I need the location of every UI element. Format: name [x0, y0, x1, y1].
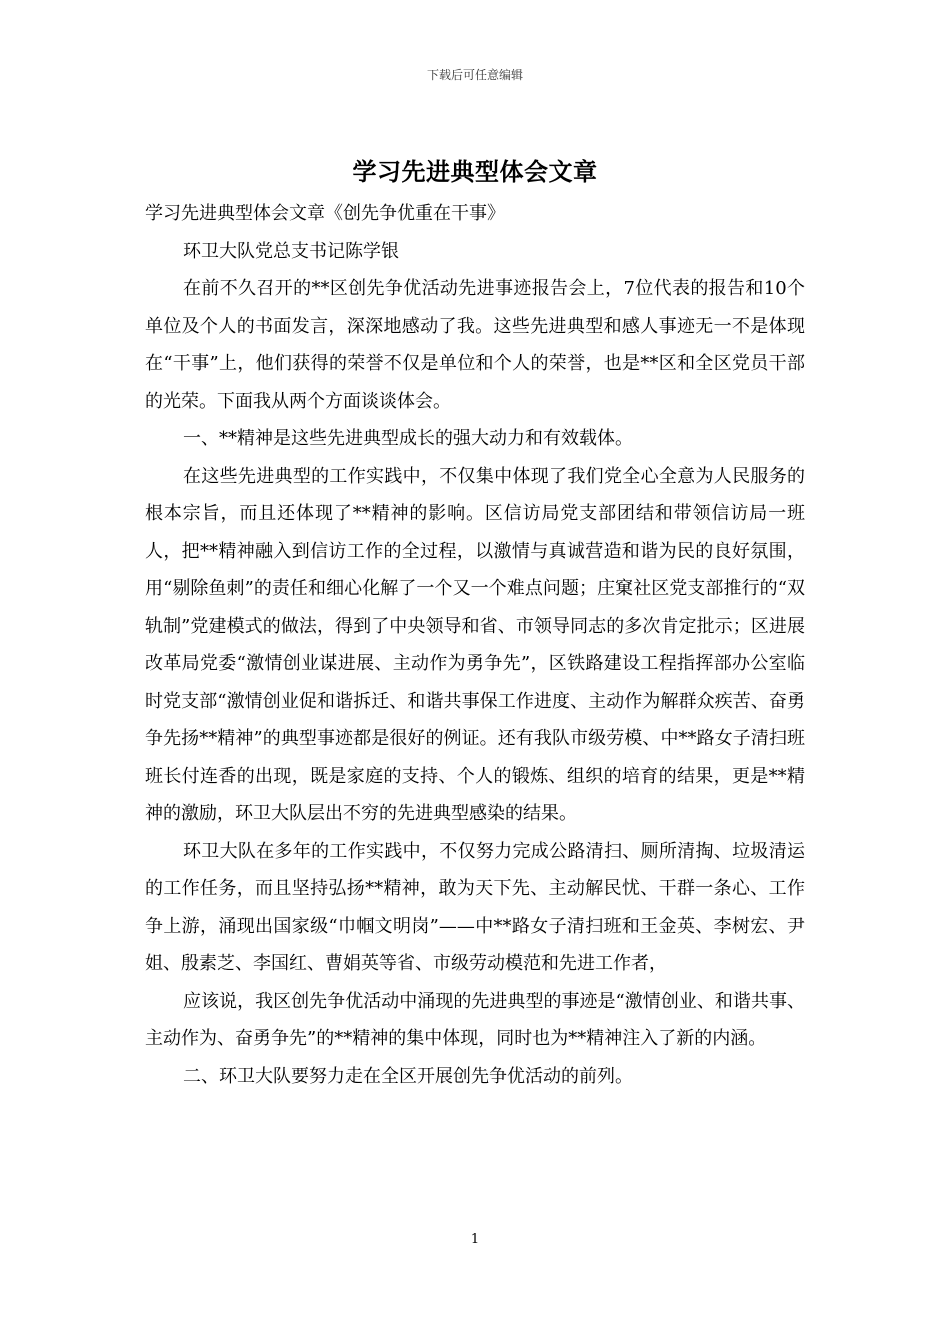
- author-line: 环卫大队党总支书记陈学银: [183, 240, 399, 262]
- body-paragraph: 环卫大队在多年的工作实践中，不仅努力完成公路清扫、厕所清掏、垃圾清运的工作任务，而且坚持弘扬**精神，敢为天下先、主动解民忧、干群一条心、工作争上游，涌现出国家级“巾帼文明岗”——中**路女子清扫班和王金英、李树宏、尹姐、殷素芝、李国红、曹娟英等省、市级劳动模范和先进工作者，: [145, 840, 805, 974]
- document-body: [145, 195, 805, 1095]
- section-heading-2: 二、环卫大队要努力走在全区开展创先争优活动的前列。: [183, 1065, 633, 1087]
- body-paragraph: 在前不久召开的**区创先争优活动先进事迹报告会上，7位代表的报告和10个单位及个人的书面发言，深深地感动了我。这些先进典型和感人事迹无一不是体现在“干事”上，他们获得的荣誉不仅是单位和个人的荣誉，也是**区和全区党员干部的光荣。下面我从两个方面谈谈体会。: [145, 278, 805, 412]
- subtitle-paragraph: 学习先进典型体会文章《创先争优重在干事》: [145, 203, 505, 224]
- page-number: 1: [470, 1232, 480, 1247]
- body-paragraph: 在这些先进典型的工作实践中，不仅集中体现了我们党全心全意为人民服务的根本宗旨，而且还体现了**精神的影响。区信访局党支部团结和带领信访局一班人，把**精神融入到信访工作的全过程，以激情与真诚营造和谐为民的良好氛围，用“剔除鱼刺”的责任和细心化解了一个又一个难点问题；庄窠社区党支部推行的“双轨制”党建模式的做法，得到了中央领导和省、市领导同志的多次肯定批示；区进展改革局党委“激情创业谋进展、主动作为勇争先”，区铁路建设工程指挥部办公室临时党支部“激情创业促和谐拆迁、和谐共事保工作进度、主动作为解群众疾苦、奋勇争先扬**精神”的典型事迹都是很好的例证。还有我队市级劳模、中**路女子清扫班班长付连香的出现，既是家庭的支持、个人的锻炼、组织的培育的结果，更是**精神的激励，环卫大队层出不穷的先进典型感染的结果。: [145, 465, 805, 824]
- document-title: 学习先进典型体会文章: [352, 157, 598, 186]
- section-heading-1: 一、**精神是这些先进典型成长的强大动力和有效载体。: [183, 428, 633, 449]
- header-note: 下载后可任意编辑: [426, 68, 523, 82]
- body-paragraph: 应该说，我区创先争优活动中涌现的先进典型的事迹是“激情创业、和谐共事、主动作为、奋勇争先”的**精神的集中体现，同时也为**精神注入了新的内涵。: [145, 990, 805, 1049]
